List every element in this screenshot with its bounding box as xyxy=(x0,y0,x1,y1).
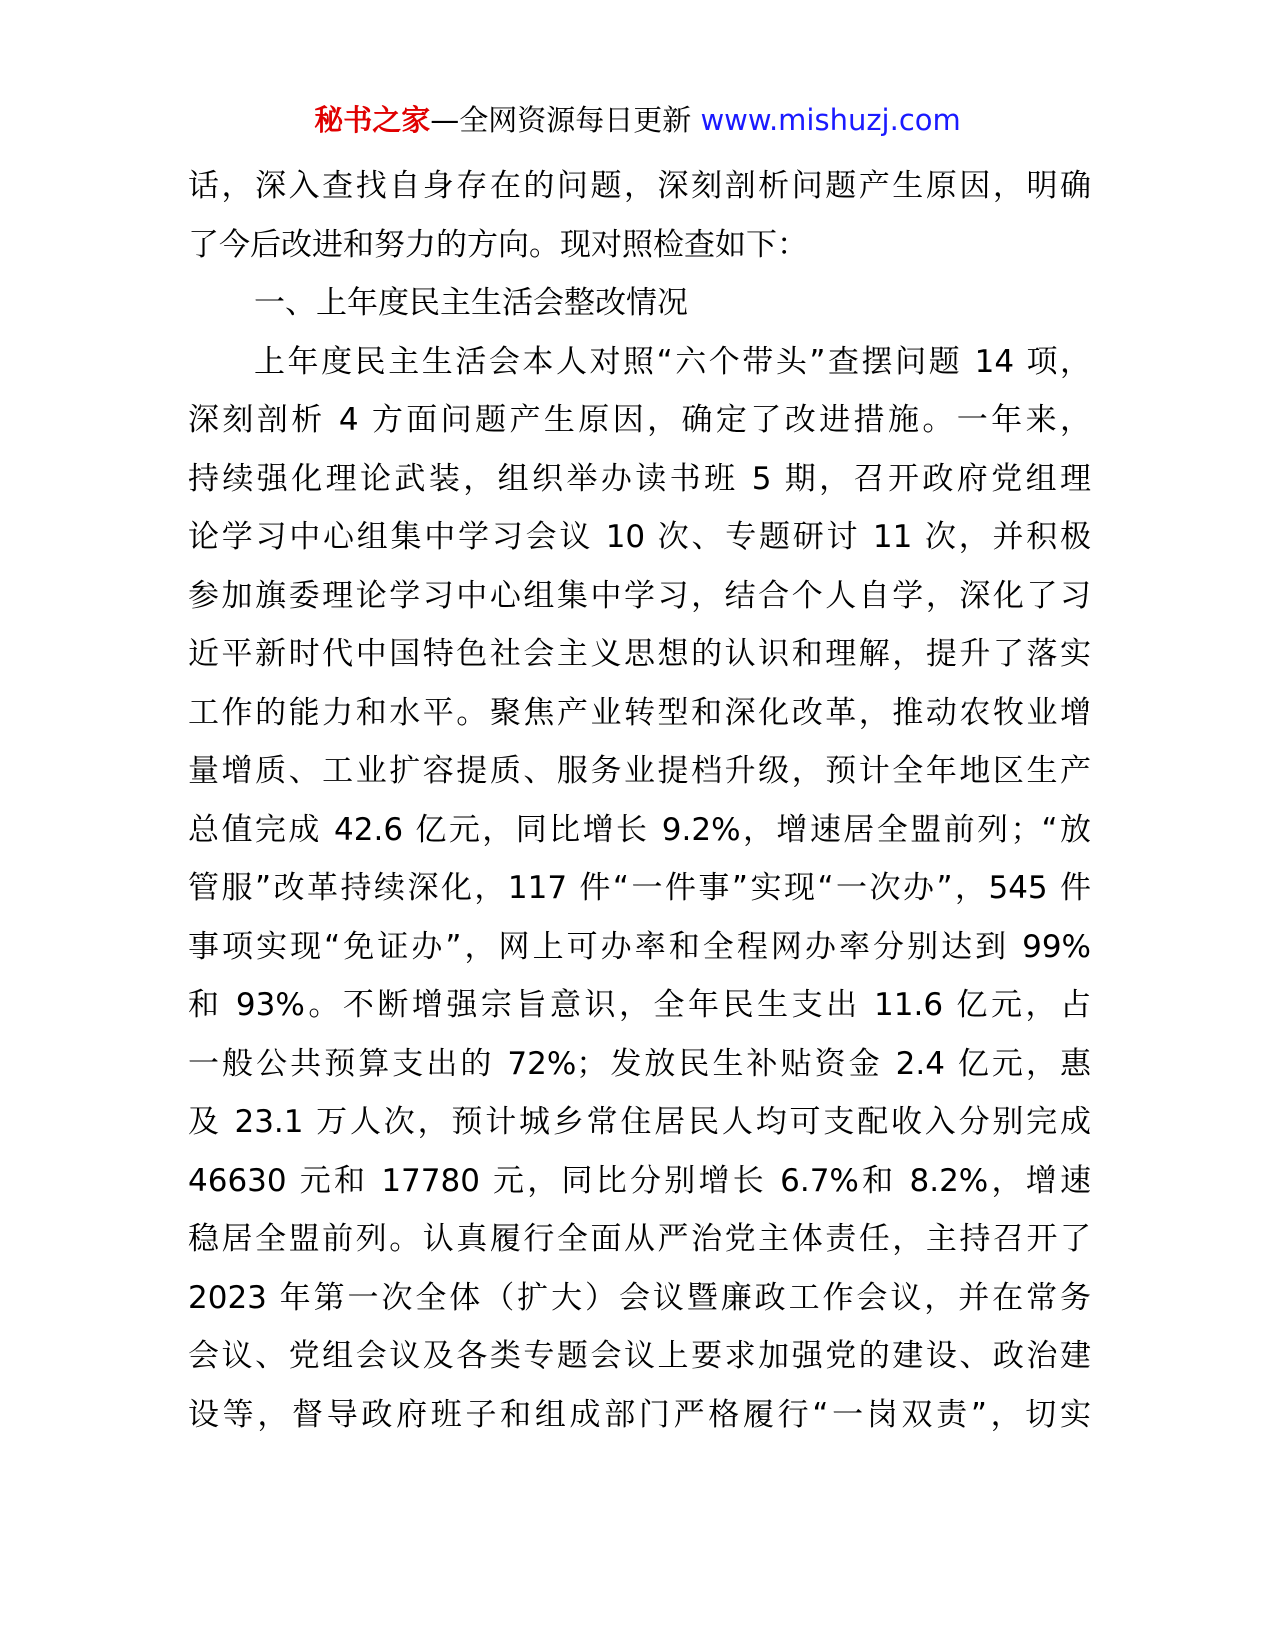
body-line: 近平新时代中国特色社会主义思想的认识和理解，提升了落实 xyxy=(188,636,1091,672)
body-line: 稳居全盟前列。认真履行全面从严治党主体责任，主持召开了 xyxy=(188,1221,1091,1257)
site-tagline: —全网资源每日更新 xyxy=(430,103,692,137)
body-line: 量增质、工业扩容提质、服务业提档升级，预计全年地区生产 xyxy=(188,753,1091,789)
body-line: 论学习中心组集中学习会议 10 次、专题研讨 11 次，并积极 xyxy=(188,519,1091,555)
body-line: 工作的能力和水平。聚焦产业转型和深化改革，推动农牧业增 xyxy=(188,694,1091,731)
section-heading: 一、上年度民主生活会整改情况 xyxy=(254,285,688,321)
body-line: 会议、党组会议及各类专题会议上要求加强党的建设、政治建 xyxy=(188,1338,1091,1374)
site-brand: 秘书之家 xyxy=(314,103,431,137)
body-line: 持续强化理论武装，组织举办读书班 5 期，召开政府党组理 xyxy=(188,460,1091,497)
body-line: 参加旗委理论学习中心组集中学习，结合个人自学，深化了习 xyxy=(188,577,1091,614)
body-line: 一般公共预算支出的 72%；发放民生补贴资金 2.4 亿元，惠 xyxy=(188,1045,1091,1082)
document-body xyxy=(188,157,1091,1444)
body-line: 事项实现“免证办”，网上可办率和全程网办率分别达到 99% xyxy=(188,928,1091,965)
body-line: 2023 年第一次全体（扩大）会议暨廉政工作会议，并在常务 xyxy=(188,1279,1091,1316)
body-line: 46630 元和 17780 元，同比分别增长 6.7%和 8.2%，增速 xyxy=(188,1162,1091,1199)
paragraph-first-line: 上年度民主生活会本人对照“六个带头”查摆问题 14 项， xyxy=(254,343,1091,380)
body-line: 及 23.1 万人次，预计城乡常住居民人均可支配收入分别完成 xyxy=(188,1104,1091,1140)
body-line: 管服”改革持续深化，117 件“一件事”实现“一次办”，545 件 xyxy=(188,870,1091,906)
body-line: 了今后改进和努力的方向。现对照检查如下： xyxy=(188,226,808,263)
site-url-link[interactable]: www.mishuzj.com xyxy=(700,103,961,137)
body-line: 话，深入查找自身存在的问题，深刻剖析问题产生原因，明确 xyxy=(188,168,1091,204)
body-line: 和 93%。不断增强宗旨意识，全年民生支出 11.6 亿元，占 xyxy=(188,987,1091,1023)
body-line: 深刻剖析 4 方面问题产生原因，确定了改进措施。一年来， xyxy=(188,402,1091,438)
body-line: 总值完成 42.6 亿元，同比增长 9.2%，增速居全盟前列；“放 xyxy=(188,811,1091,848)
site-header xyxy=(0,100,1275,140)
body-line: 设等，督导政府班子和组成部门严格履行“一岗双责”，切实 xyxy=(188,1396,1091,1433)
